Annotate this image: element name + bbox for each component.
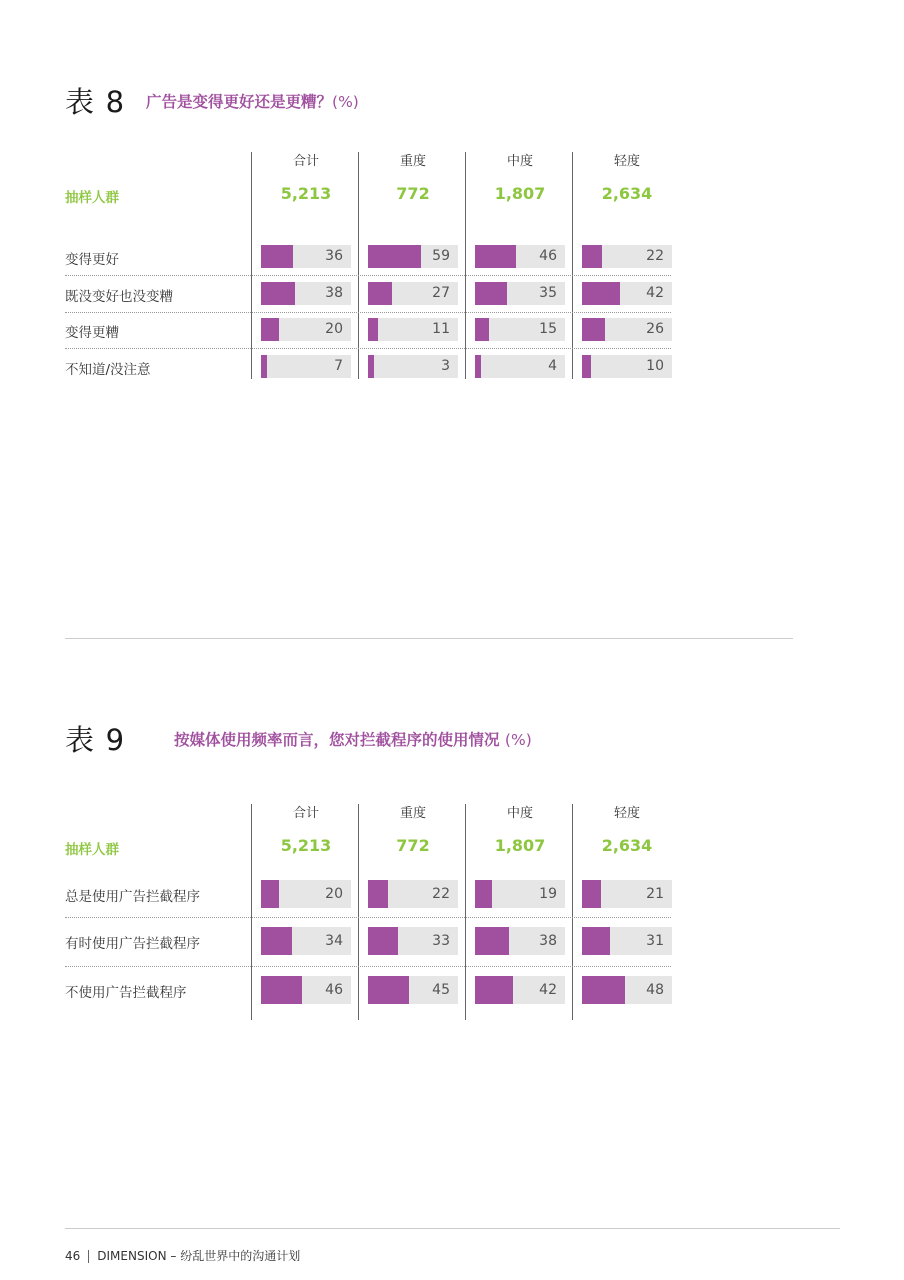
table8-bar-fill xyxy=(475,282,507,305)
table8-column-header: 合计 xyxy=(292,154,319,169)
table9-heading xyxy=(65,718,124,759)
table9-bar-value: 22 xyxy=(432,886,450,902)
table8-row-label: 变得更好 xyxy=(65,252,119,268)
table8-bar-value: 46 xyxy=(539,248,557,264)
table8-row-separator xyxy=(65,348,671,349)
table9-column-divider xyxy=(358,804,359,1020)
table8-bar-value: 20 xyxy=(325,321,343,337)
table9-column-header: 合计 xyxy=(292,806,319,821)
table8-bar-value: 11 xyxy=(432,321,450,337)
table8-bar xyxy=(368,282,458,305)
table9-bar-fill xyxy=(261,927,292,955)
table8-bar xyxy=(582,355,672,378)
table9-column-header: 重度 xyxy=(399,806,426,821)
table9-bar-fill xyxy=(582,976,625,1004)
table9-title-text: 按媒体使用频率而言，您对拦截程序的使用情况 xyxy=(174,731,500,749)
table8-bar xyxy=(368,245,458,268)
table8-bar-fill xyxy=(475,355,481,378)
table8-bar-fill xyxy=(582,318,605,341)
table9-bar-fill xyxy=(475,976,513,1004)
table9-bar xyxy=(582,927,672,955)
table8-bar xyxy=(368,318,458,341)
table8-bar xyxy=(582,245,672,268)
table8-sample-value: 772 xyxy=(396,184,430,203)
table8-title-text: 广告是变得更好还是更糟？ xyxy=(146,93,333,111)
table8-bar-value: 26 xyxy=(646,321,664,337)
table9-bar-value: 48 xyxy=(646,982,664,998)
table8-row-separator xyxy=(65,312,671,313)
table8-bar-value: 4 xyxy=(548,358,557,374)
table8-column-divider xyxy=(465,152,466,379)
section-divider xyxy=(65,638,793,639)
table8-column-header: 重度 xyxy=(399,154,426,169)
table8-row-separator xyxy=(65,275,671,276)
table9-bar-fill xyxy=(261,880,279,908)
table9-bar-value: 33 xyxy=(432,933,450,949)
table8-bar xyxy=(261,245,351,268)
table9-bar-fill xyxy=(582,927,610,955)
table8-bar xyxy=(475,245,565,268)
table8-bar-value: 10 xyxy=(646,358,664,374)
table9-column-header: 中度 xyxy=(506,806,533,821)
table8-bar-fill xyxy=(261,245,293,268)
table9-sample-value: 1,807 xyxy=(494,836,546,855)
table9-bar xyxy=(582,976,672,1004)
table8-bar-value: 27 xyxy=(432,285,450,301)
table8-column-divider xyxy=(251,152,252,379)
table8-bar xyxy=(475,318,565,341)
table8-bar-value: 59 xyxy=(432,248,450,264)
table9-bar-fill xyxy=(368,976,409,1004)
table9-column-divider xyxy=(465,804,466,1020)
table9-bar-fill xyxy=(368,927,398,955)
table9-bar-fill xyxy=(261,976,302,1004)
table8-bar-value: 3 xyxy=(441,358,450,374)
table8-bar xyxy=(261,355,351,378)
table9-row-label: 不使用广告拦截程序 xyxy=(65,985,187,1001)
table9-sample-label: 抽样人群 xyxy=(65,842,119,858)
table8-bar-fill xyxy=(368,245,421,268)
table9-column-divider xyxy=(251,804,252,1020)
table8-bar xyxy=(582,318,672,341)
table9-sample-value: 2,634 xyxy=(601,836,653,855)
table9-row-label: 有时使用广告拦截程序 xyxy=(65,936,200,952)
table8-number: 8 xyxy=(105,85,125,119)
table9-column-divider xyxy=(572,804,573,1020)
table9-row-separator xyxy=(65,917,671,918)
table8-bar-fill xyxy=(475,245,516,268)
table9-bar-value: 21 xyxy=(646,886,664,902)
table8-label: 表 xyxy=(65,85,95,119)
table8-bar xyxy=(368,355,458,378)
table8-row-label: 不知道/没注意 xyxy=(65,362,151,378)
table8-bar-fill xyxy=(582,355,591,378)
table9-number: 9 xyxy=(105,723,125,757)
table8-bar-fill xyxy=(475,318,489,341)
table8-column-divider xyxy=(358,152,359,379)
table8-bar xyxy=(261,282,351,305)
table8-sample-value: 1,807 xyxy=(494,184,546,203)
table8-bar-fill xyxy=(261,282,295,305)
table8-row-label: 既没变好也没变糟 xyxy=(65,289,173,305)
footer-rule xyxy=(65,1228,840,1229)
table9-bar xyxy=(368,927,458,955)
table9-title-unit: (%) xyxy=(504,731,532,749)
table9-bar-value: 38 xyxy=(539,933,557,949)
table9-bar-fill xyxy=(475,880,492,908)
table8-bar-value: 42 xyxy=(646,285,664,301)
table9-bar xyxy=(475,880,565,908)
table8-bar-value: 7 xyxy=(334,358,343,374)
table9-bar-value: 31 xyxy=(646,933,664,949)
table8-bar-value: 15 xyxy=(539,321,557,337)
table8-bar xyxy=(475,282,565,305)
table8-bar-fill xyxy=(261,355,267,378)
table9-bar xyxy=(582,880,672,908)
table8-bar-value: 22 xyxy=(646,248,664,264)
table8-heading xyxy=(65,80,124,121)
table9-bar-value: 19 xyxy=(539,886,557,902)
table9-bar-value: 42 xyxy=(539,982,557,998)
table8-bar-fill xyxy=(368,355,374,378)
table9-bar-value: 20 xyxy=(325,886,343,902)
table9-sample-value: 5,213 xyxy=(280,836,332,855)
table8-bar-value: 38 xyxy=(325,285,343,301)
footer xyxy=(65,1247,300,1264)
table9-bar-fill xyxy=(582,880,601,908)
table8-sample-value: 5,213 xyxy=(280,184,332,203)
table8-bar-value: 35 xyxy=(539,285,557,301)
table9-bar xyxy=(261,976,351,1004)
publication-subtitle: – 纷乱世界中的沟通计划 xyxy=(170,1249,301,1263)
table9-bar xyxy=(475,976,565,1004)
table8-bar-fill xyxy=(368,282,392,305)
table9-row-separator xyxy=(65,966,671,967)
table8-row-label: 变得更糟 xyxy=(65,325,119,341)
publication-name: DIMENSION xyxy=(97,1249,167,1263)
table8-bar-fill xyxy=(582,245,602,268)
table9-label: 表 xyxy=(65,723,95,757)
table9-bar xyxy=(261,927,351,955)
table8-bar xyxy=(582,282,672,305)
table9-bar-fill xyxy=(368,880,388,908)
table9-bar xyxy=(368,880,458,908)
table9-sample-value: 772 xyxy=(396,836,430,855)
table8-bar-fill xyxy=(582,282,620,305)
table9-bar-value: 45 xyxy=(432,982,450,998)
table8-column-header: 轻度 xyxy=(613,154,640,169)
table9-title xyxy=(174,728,532,750)
table9-bar-value: 34 xyxy=(325,933,343,949)
table8-bar-fill xyxy=(368,318,378,341)
table8-column-header: 中度 xyxy=(506,154,533,169)
table9-bar xyxy=(261,880,351,908)
table8-bar xyxy=(475,355,565,378)
table8-bar-value: 36 xyxy=(325,248,343,264)
footer-separator xyxy=(88,1250,89,1263)
table9-bar-value: 46 xyxy=(325,982,343,998)
table9-bar xyxy=(475,927,565,955)
table8-sample-label: 抽样人群 xyxy=(65,190,119,206)
table9-bar-fill xyxy=(475,927,509,955)
table8-sample-value: 2,634 xyxy=(601,184,653,203)
table8-title-unit: (%) xyxy=(332,93,359,111)
table9-column-header: 轻度 xyxy=(613,806,640,821)
table8-bar-fill xyxy=(261,318,279,341)
table8-title xyxy=(146,90,359,112)
table8-column-divider xyxy=(572,152,573,379)
table9-bar xyxy=(368,976,458,1004)
page-number: 46 xyxy=(65,1249,81,1263)
table9-row-label: 总是使用广告拦截程序 xyxy=(65,889,200,905)
table8-bar xyxy=(261,318,351,341)
